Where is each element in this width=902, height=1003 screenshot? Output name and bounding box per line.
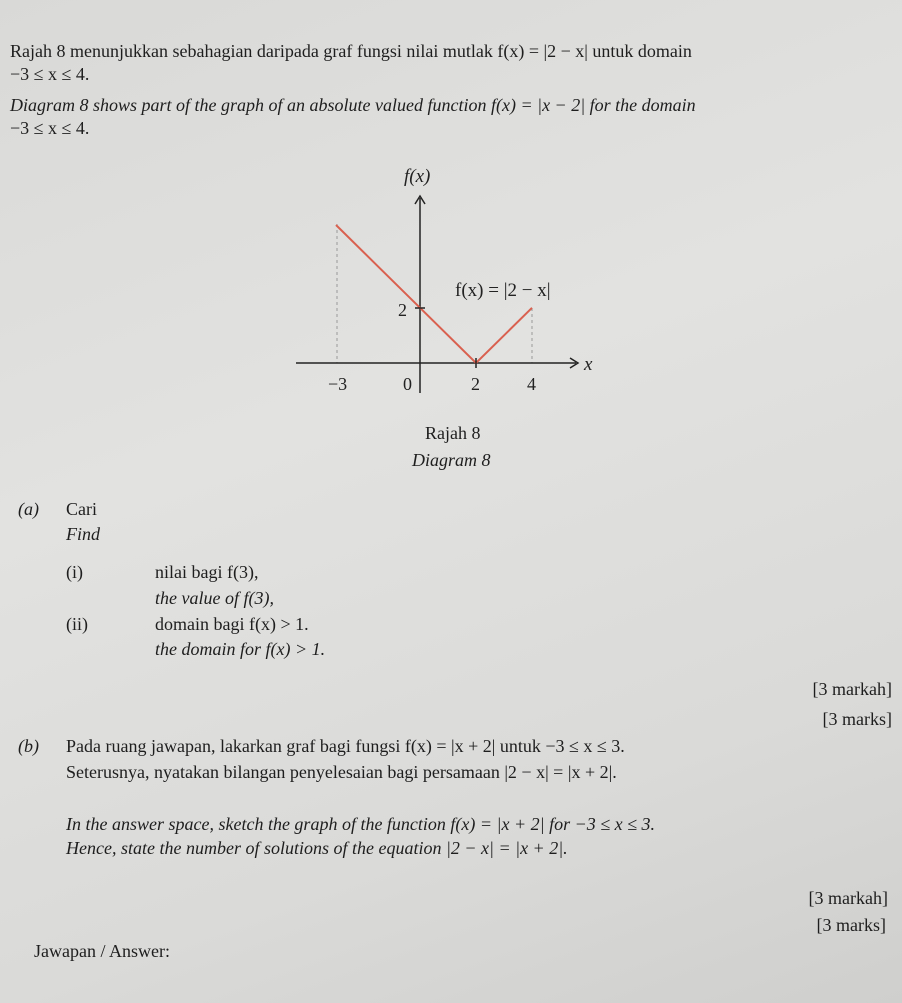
- marks-english: [3 marks]: [816, 915, 886, 935]
- item-english: the domain for f(x) > 1.: [155, 639, 326, 659]
- part-a-malay: Cari: [66, 499, 97, 519]
- part-b-malay-line1: Pada ruang jawapan, lakarkan graf bagi fungsi f(x) = |x + 2| untuk −3 ≤ x ≤ 3.: [66, 736, 625, 756]
- marks-malay: [3 markah]: [812, 679, 892, 699]
- x-tick-label: 2: [471, 374, 480, 394]
- intro-malay-line2: −3 ≤ x ≤ 4.: [10, 64, 90, 84]
- item-malay: domain bagi f(x) > 1.: [155, 614, 309, 634]
- function-label: f(x) = |2 − x|: [455, 280, 551, 301]
- item-english: the value of f(3),: [155, 588, 274, 608]
- intro-english-line1: Diagram 8 shows part of the graph of an absolute valued function f(x) = |x − 2| for the domain: [10, 95, 696, 115]
- x-tick-label: 4: [527, 374, 536, 394]
- answer-label: Jawapan / Answer:: [34, 941, 170, 961]
- part-b-english-line1: In the answer space, sketch the graph of the function f(x) = |x + 2| for −3 ≤ x ≤ 3.: [66, 814, 655, 834]
- x-axis-label: x: [584, 354, 593, 375]
- caption-malay: Rajah 8: [425, 423, 481, 443]
- y-axis-label: f(x): [404, 166, 431, 187]
- part-a-label: (a): [18, 499, 39, 519]
- intro-malay-line1: Rajah 8 menunjukkan sebahagian daripada graf fungsi nilai mutlak f(x) = |2 − x| untuk domain: [10, 41, 692, 61]
- part-b-english-line2: Hence, state the number of solutions of the equation |2 − x| = |x + 2|.: [66, 838, 568, 858]
- item-number: (i): [66, 562, 83, 582]
- item-number: (ii): [66, 614, 88, 634]
- item-malay: nilai bagi f(3),: [155, 562, 259, 582]
- part-a-english: Find: [66, 524, 100, 544]
- diagram-graph: [0, 0, 902, 420]
- x-tick-label: −3: [328, 374, 348, 394]
- part-b-malay-line2: Seterusnya, nyatakan bilangan penyelesaian bagi persamaan |2 − x| = |x + 2|.: [66, 762, 617, 782]
- intro-english-line2: −3 ≤ x ≤ 4.: [10, 118, 90, 138]
- marks-english: [3 marks]: [822, 709, 892, 729]
- y-tick-label: 2: [398, 300, 407, 320]
- x-tick-label: 0: [403, 374, 412, 394]
- part-b-label: (b): [18, 736, 39, 756]
- caption-english: Diagram 8: [412, 450, 491, 470]
- marks-malay: [3 markah]: [808, 888, 888, 908]
